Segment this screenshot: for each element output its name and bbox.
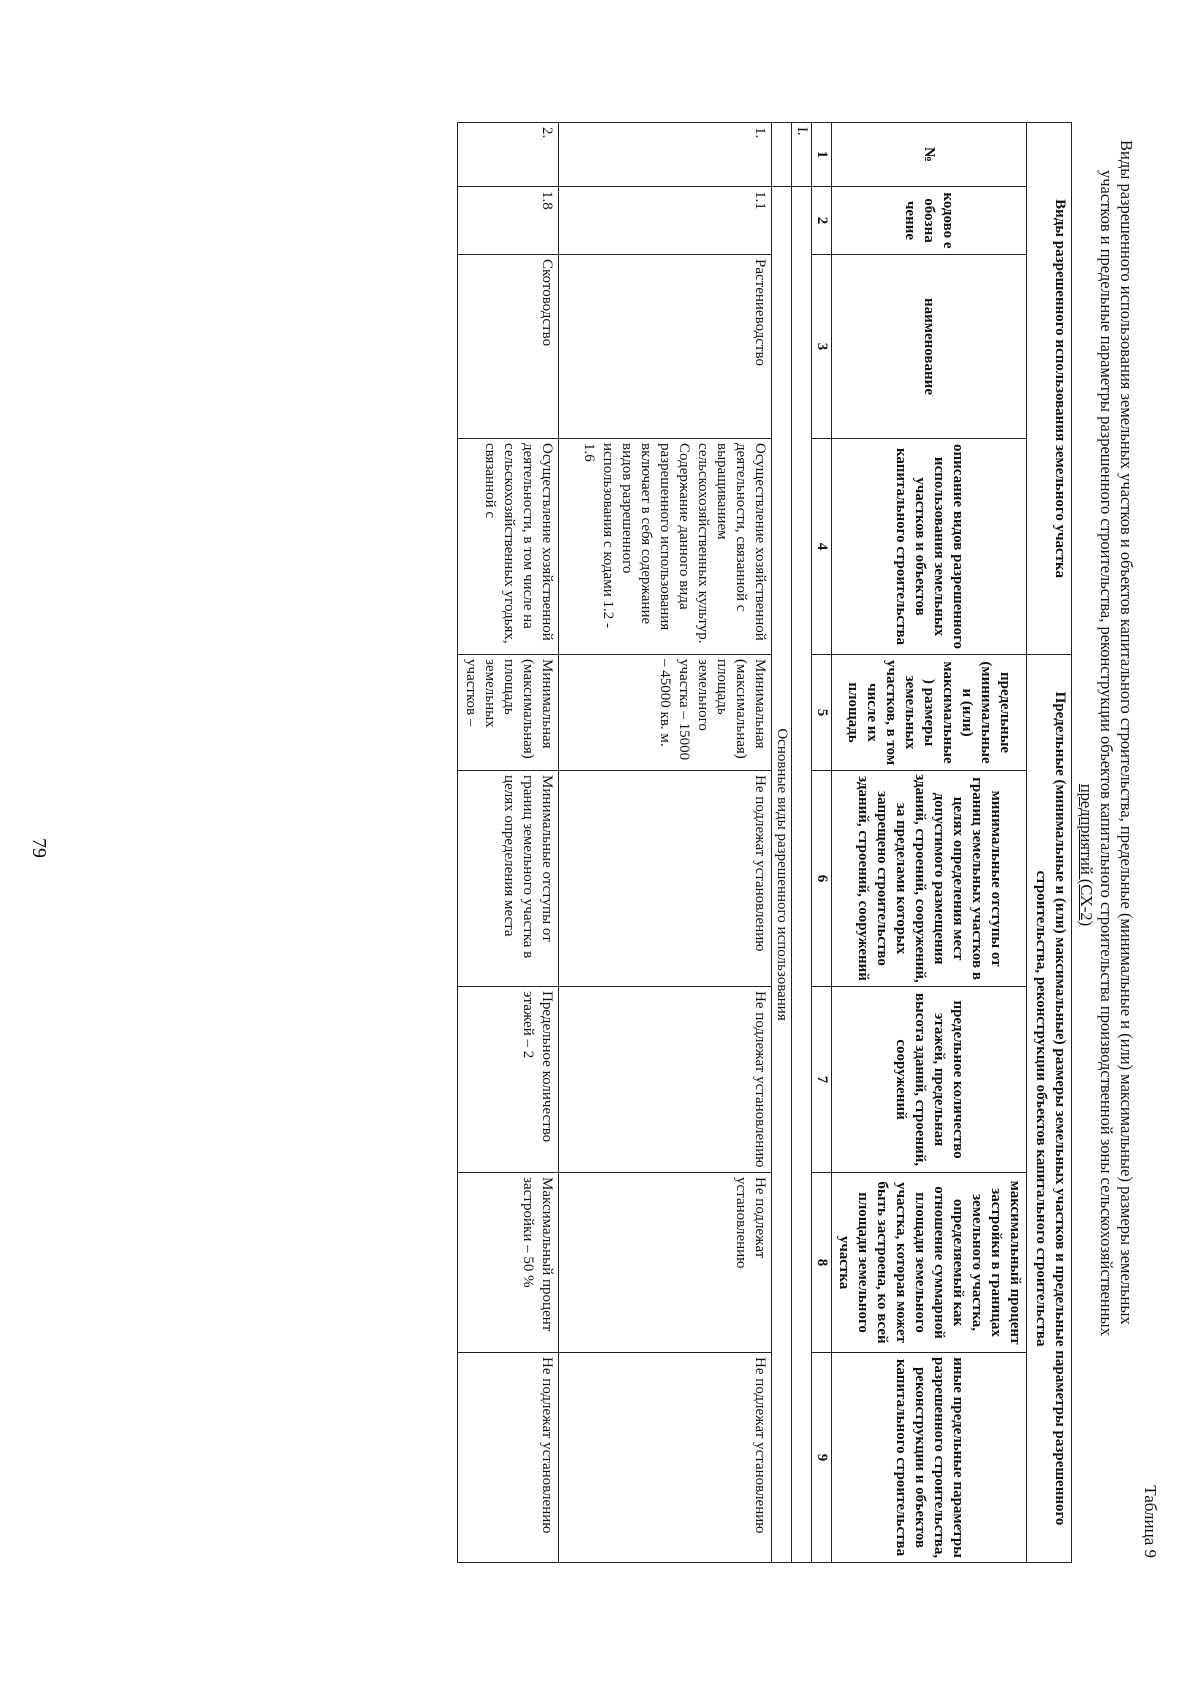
row-coverage: Максимальный процент застройки – 50 % [458,1173,559,1353]
column-number: 2 [812,187,832,255]
col-header-setback: минимальные отступы от границ земельных участков в целях определения мест допустимого размещения зданий, строений, сооружений, за пределами которых запрещено строительство зданий, строений, сооружений [832,771,1027,987]
table-row [559,123,772,1563]
column-number: 9 [812,1353,832,1563]
row-no: 1. [559,123,772,187]
column-number: 7 [812,987,832,1173]
col-header-floors: предельное количество этажей, предельная высота зданий, строений, сооружений [832,987,1027,1173]
row-description: Осуществление хозяйственной деятельности, в том числе на сельскохозяйственных угодьях, связанной с [458,439,559,655]
page-number: 79 [28,838,50,858]
section-title-blank [772,123,792,187]
col-header-area: предельные (минимальные и (или) максимальные ) размеры земельных участков, в том числе их площадь [832,655,1027,771]
column-number: 3 [812,255,832,439]
column-number: 4 [812,439,832,655]
column-number: 8 [812,1173,832,1353]
title-line-1: Виды разрешенного использования земельных участков и объектов капитального строительства, предельные (минимальные и (или) максимальные) размеры земельных [1117,140,1136,1325]
row-other: Не подлежат установлению [559,1353,772,1563]
row-code: 1.1 [559,187,772,255]
column-number: 6 [812,771,832,987]
row-floors: Не подлежат установлению [559,987,772,1173]
section-numeral: I. [792,123,812,187]
row-coverage: Не подлежат установлению [559,1173,772,1353]
row-floors: Предельное количество этажей – 2 [458,987,559,1173]
row-name: Растениеводство [559,255,772,439]
row-name: Скотоводство [458,255,559,439]
header-permitted-uses: Виды разрешенного использования земельного участка [1027,123,1072,655]
col-header-name: наименование [832,255,1027,439]
row-area: Минимальная (максимальная) площадь земельных участков – [458,655,559,771]
row-no: 2. [458,123,559,187]
title-line-2: участков и предельные параметры разрешенного строительства, реконструкции объектов капитального строительства производственной зоны сельскохозяйственных [1097,170,1116,1336]
table-title [1076,140,1136,1570]
row-setback: Минимальные отступы от границ земельного участка в целях определения места [458,771,559,987]
column-number: 5 [812,655,832,771]
table-number: Таблица 9 [1141,1485,1160,1558]
row-other: Не подлежат установлению [458,1353,559,1563]
col-header-other: иные предельные параметры разрешенного строительства, реконструкции и объектов капитального строительства [832,1353,1027,1563]
column-numbers-row [812,123,832,1563]
section-title-row [772,123,792,1563]
col-header-coverage: максимальный процент застройки в границах земельного участка, определяемый как отношение суммарной площади земельного участка, которая может быть застроена, ко всей площади земельного участка [832,1173,1027,1353]
zoning-table [457,122,1072,1563]
section-numeral-row [792,123,812,1563]
row-description: Осуществление хозяйственной деятельности, связанной с выращиванием сельскохозяйственных культур. Содержание данного вида разрешенного использования включает в себя содержание видов разрешенного использования с кодами 1.2 - 1.6 [559,439,772,655]
table-row [458,123,559,1563]
header-limit-parameters: Предельные (минимальные и (или) максимальные) размеры земельных участков и предельные параметры разрешенного строительства, реконструкции объектов капитального строительства [1027,655,1072,1563]
col-header-description: описание видов разрешенного использования земельных участков и объектов капитального строительства [832,439,1027,655]
column-number: 1 [812,123,832,187]
section-title: Основные виды разрешенного использования [772,187,792,1563]
row-code: 1.8 [458,187,559,255]
col-header-code: кодово е обозна чение [832,187,1027,255]
title-line-3: предприятий (СХ-2) [1077,783,1096,927]
col-header-no: № [832,123,1027,187]
row-setback: Не подлежат установлению [559,771,772,987]
row-area: Минимальная (максимальная) площадь земельного участка – 15000 – 45000 кв. м. [559,655,772,771]
section-numeral-blank [792,187,812,1563]
